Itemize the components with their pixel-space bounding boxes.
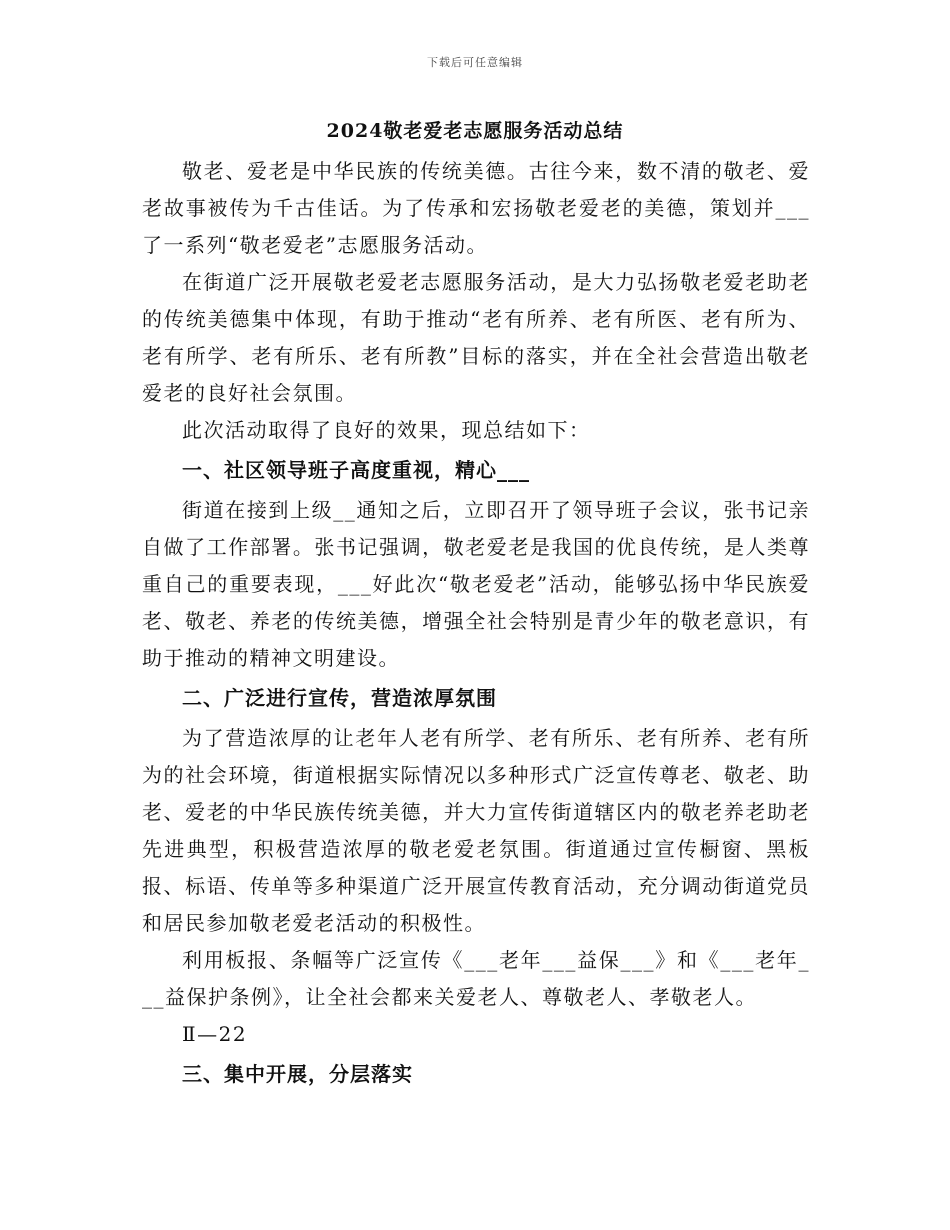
document-body [142,153,810,1096]
section-heading-3: 三、集中开展，分层落实 [182,1062,413,1086]
paragraph-banners: 利用板报、条幅等广泛宣传《___老年___益保___》和《___老年___益保护条例》，让全社会都来关爱老人、尊敬老人、孝敬老人。 [142,948,810,1009]
paragraph-page-code: Ⅱ—22 [182,1022,248,1046]
header-note: 下载后可任意编辑 [427,56,523,69]
paragraph-publicity: 为了营造浓厚的让老年人老有所学、老有所乐、老有所养、老有所为的社会环境，街道根据实际情况以多种形式广泛宣传尊老、敬老、助老、爱老的中华民族传统美德，并大力宣传街道辖区内的敬老养老助老先进典型，积极营造浓厚的敬老爱老氛围。街道通过宣传橱窗、黑板报、标语、传单等多种渠道广泛开展宣传教育活动，充分调动街道党员和居民参加敬老爱老活动的积极性。 [142,726,810,935]
paragraph-leadership: 街道在接到上级__通知之后，立即召开了领导班子会议，张书记亲自做了工作部署。张书记强调，敬老爱老是我国的优良传统，是人类尊重自己的重要表现，___好此次“敬老爱老”活动，能够弘扬中华民族爱老、敬老、养老的传统美德，增强全社会特别是青少年的敬老意识，有助于推动的精神文明建设。 [142,498,810,670]
paragraph-intro: 敬老、爱老是中华民族的传统美德。古往今来，数不清的敬老、爱老故事被传为千古佳话。为了传承和宏扬敬老爱老的美德，策划并___了一系列“敬老爱老”志愿服务活动。 [142,159,810,257]
document-title: 2024敬老爱老志愿服务活动总结 [326,120,624,142]
section-heading-2: 二、广泛进行宣传，营造浓厚氛围 [182,686,497,710]
paragraph-summary-lead: 此次活动取得了良好的效果，现总结如下： [182,418,591,442]
paragraph-significance: 在街道广泛开展敬老爱老志愿服务活动，是大力弘扬敬老爱老助老的传统美德集中体现，有助于推动“老有所养、老有所医、老有所为、老有所学、老有所乐、老有所教”目标的落实，并在全社会营造出敬老爱老的良好社会氛围。 [142,270,810,405]
section-heading-1: 一、社区领导班子高度重视，精心___ [182,458,530,482]
